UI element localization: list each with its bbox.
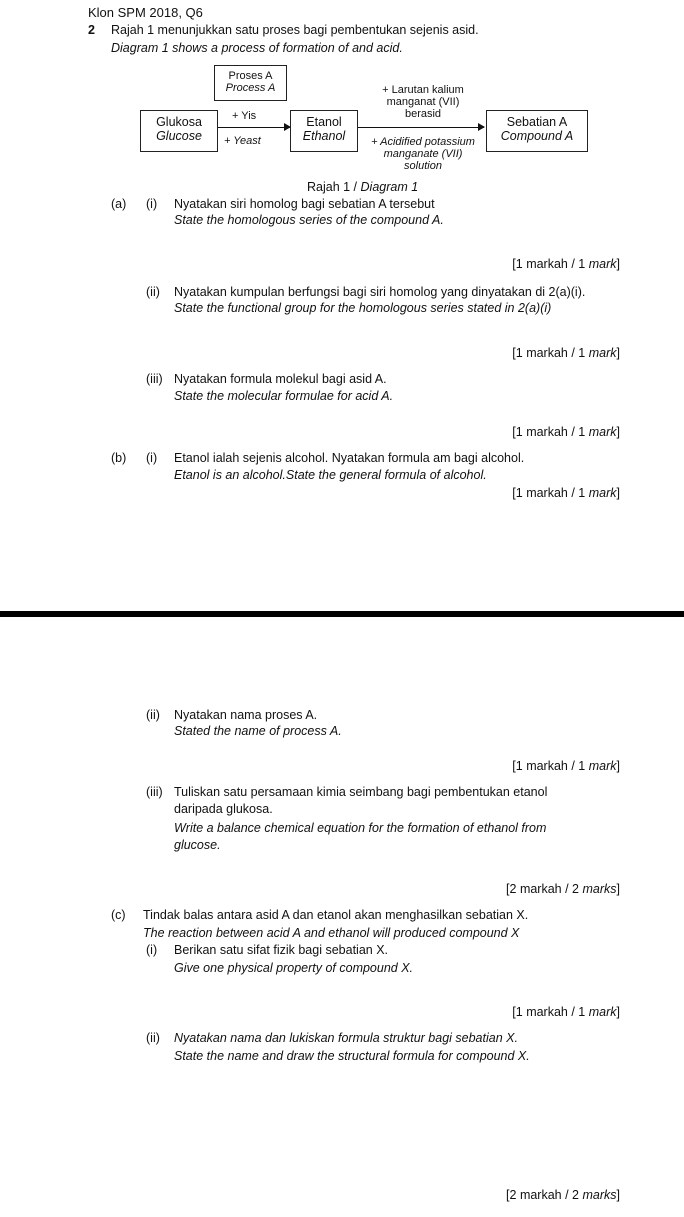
mark-end: ]	[616, 486, 620, 500]
mark-ms: [2 markah / 2	[506, 1188, 583, 1202]
part-a-iii-number: (iii)	[146, 372, 163, 386]
part-b-iii-ms-2: daripada glukosa.	[174, 802, 273, 816]
mark-en: marks	[582, 1188, 617, 1202]
diagram-caption	[307, 180, 418, 194]
part-a-i-marks	[512, 257, 620, 271]
part-a-i-number: (i)	[146, 197, 158, 211]
reagent-en-line-3: solution	[404, 160, 442, 172]
mark-end: ]	[616, 882, 620, 896]
page-divider	[0, 611, 684, 617]
part-a-ii-number: (ii)	[146, 285, 160, 299]
part-c-ii-ms: Nyatakan nama dan lukiskan formula struktur bagi sebatian X.	[174, 1031, 518, 1045]
part-b-ii-number: (ii)	[146, 708, 160, 722]
reagent-ms-line-3: berasid	[404, 108, 442, 120]
mark-en: mark	[588, 486, 617, 500]
process-a-label-ms: Proses A	[228, 70, 273, 82]
part-b-i-marks	[512, 486, 620, 500]
mark-end: ]	[616, 759, 620, 773]
compound-a-label-en: Compound A	[500, 129, 574, 143]
part-b-ii-ms: Nyatakan nama proses A.	[174, 708, 318, 722]
yeast-label-ms: + Yis	[232, 110, 257, 122]
part-c-i-en: Give one physical property of compound X.	[174, 961, 414, 975]
ethanol-label-ms: Etanol	[306, 115, 342, 129]
part-a-i-ms: Nyatakan siri homolog bagi sebatian A tersebut	[174, 197, 435, 211]
part-a-ii-ms: Nyatakan kumpulan berfungsi bagi siri homolog yang dinyatakan di 2(a)(i).	[174, 285, 586, 299]
part-a-ii-en: State the functional group for the homologous series stated in 2(a)(i)	[174, 301, 552, 315]
part-b-i-ms: Etanol ialah sejenis alcohol. Nyatakan formula am bagi alcohol.	[174, 451, 525, 465]
part-c-ii-en: State the name and draw the structural formula for compound X.	[174, 1049, 530, 1063]
part-c-i-ms: Berikan satu sifat fizik bagi sebatian X.	[174, 943, 389, 957]
process-a-box	[214, 65, 287, 101]
part-b-iii-ms-1: Tuliskan satu persamaan kimia seimbang bagi pembentukan etanol	[174, 785, 548, 799]
part-b-i-number: (i)	[146, 451, 158, 465]
arrow-glucose-to-ethanol	[218, 127, 290, 128]
mark-en: mark	[588, 346, 617, 360]
part-b-iii-number: (iii)	[146, 785, 163, 799]
part-c-ii-number: (ii)	[146, 1031, 160, 1045]
reagent-label-en	[358, 136, 488, 172]
part-c-label: (c)	[111, 908, 126, 922]
ethanol-box	[290, 110, 358, 152]
reagent-ms-line-1: + Larutan kalium	[382, 84, 464, 96]
compound-a-box	[486, 110, 588, 152]
question-number: 2	[88, 23, 95, 37]
mark-en: mark	[588, 257, 617, 271]
part-b-i-en: Etanol is an alcohol.State the general formula of alcohol.	[174, 468, 487, 482]
glucose-box	[140, 110, 218, 152]
glucose-label-en: Glucose	[156, 129, 202, 143]
reagent-en-line-2: manganate (VII)	[383, 148, 463, 160]
part-b-iii-en-1: Write a balance chemical equation for the formation of ethanol from	[174, 821, 547, 835]
part-c-i-marks	[512, 1005, 620, 1019]
process-a-label-en: Process A	[225, 82, 276, 94]
yeast-label-en: + Yeast	[224, 135, 261, 147]
part-c-i-number: (i)	[146, 943, 158, 957]
part-c-stem-ms: Tindak balas antara asid A dan etanol akan menghasilkan sebatian X.	[143, 908, 529, 922]
reagent-ms-line-2: manganat (VII)	[386, 96, 460, 108]
glucose-label-ms: Glukosa	[156, 115, 202, 129]
mark-ms: [1 markah / 1	[512, 257, 589, 271]
part-b-ii-en: Stated the name of process A.	[174, 724, 342, 738]
part-c-stem-en: The reaction between acid A and ethanol will produced compound X	[143, 926, 520, 940]
part-a-i-en: State the homologous series of the compound A.	[174, 213, 444, 227]
reagent-en-line-1: + Acidified potassium	[371, 136, 475, 148]
part-b-label: (b)	[111, 451, 127, 465]
part-a-iii-ms: Nyatakan formula molekul bagi asid A.	[174, 372, 387, 386]
mark-ms: [1 markah / 1	[512, 425, 589, 439]
part-b-ii-marks	[512, 759, 620, 773]
arrow-ethanol-to-compound-a	[358, 127, 484, 128]
caption-ms: Rajah 1 /	[307, 180, 361, 194]
part-b-iii-marks	[506, 882, 620, 896]
mark-en: marks	[582, 882, 617, 896]
mark-end: ]	[616, 1005, 620, 1019]
source-title: Klon SPM 2018, Q6	[88, 5, 203, 20]
mark-end: ]	[616, 1188, 620, 1202]
part-a-label: (a)	[111, 197, 127, 211]
mark-ms: [1 markah / 1	[512, 346, 589, 360]
mark-ms: [2 markah / 2	[506, 882, 583, 896]
mark-end: ]	[616, 346, 620, 360]
mark-ms: [1 markah / 1	[512, 759, 589, 773]
part-a-iii-en: State the molecular formulae for acid A.	[174, 389, 394, 403]
reagent-label-ms	[358, 84, 488, 120]
caption-en: Diagram 1	[360, 180, 419, 194]
mark-en: mark	[588, 1005, 617, 1019]
mark-en: mark	[588, 759, 617, 773]
mark-ms: [1 markah / 1	[512, 486, 589, 500]
part-a-iii-marks	[512, 425, 620, 439]
mark-end: ]	[616, 257, 620, 271]
part-a-ii-marks	[512, 346, 620, 360]
compound-a-label-ms: Sebatian A	[506, 115, 568, 129]
ethanol-label-en: Ethanol	[302, 129, 346, 143]
mark-ms: [1 markah / 1	[512, 1005, 589, 1019]
mark-en: mark	[588, 425, 617, 439]
part-b-iii-en-2: glucose.	[174, 838, 221, 852]
mark-end: ]	[616, 425, 620, 439]
part-c-ii-marks	[506, 1188, 620, 1202]
question-intro-ms: Rajah 1 menunjukkan satu proses bagi pembentukan sejenis asid.	[111, 23, 479, 37]
question-intro-en: Diagram 1 shows a process of formation of and acid.	[111, 41, 403, 55]
